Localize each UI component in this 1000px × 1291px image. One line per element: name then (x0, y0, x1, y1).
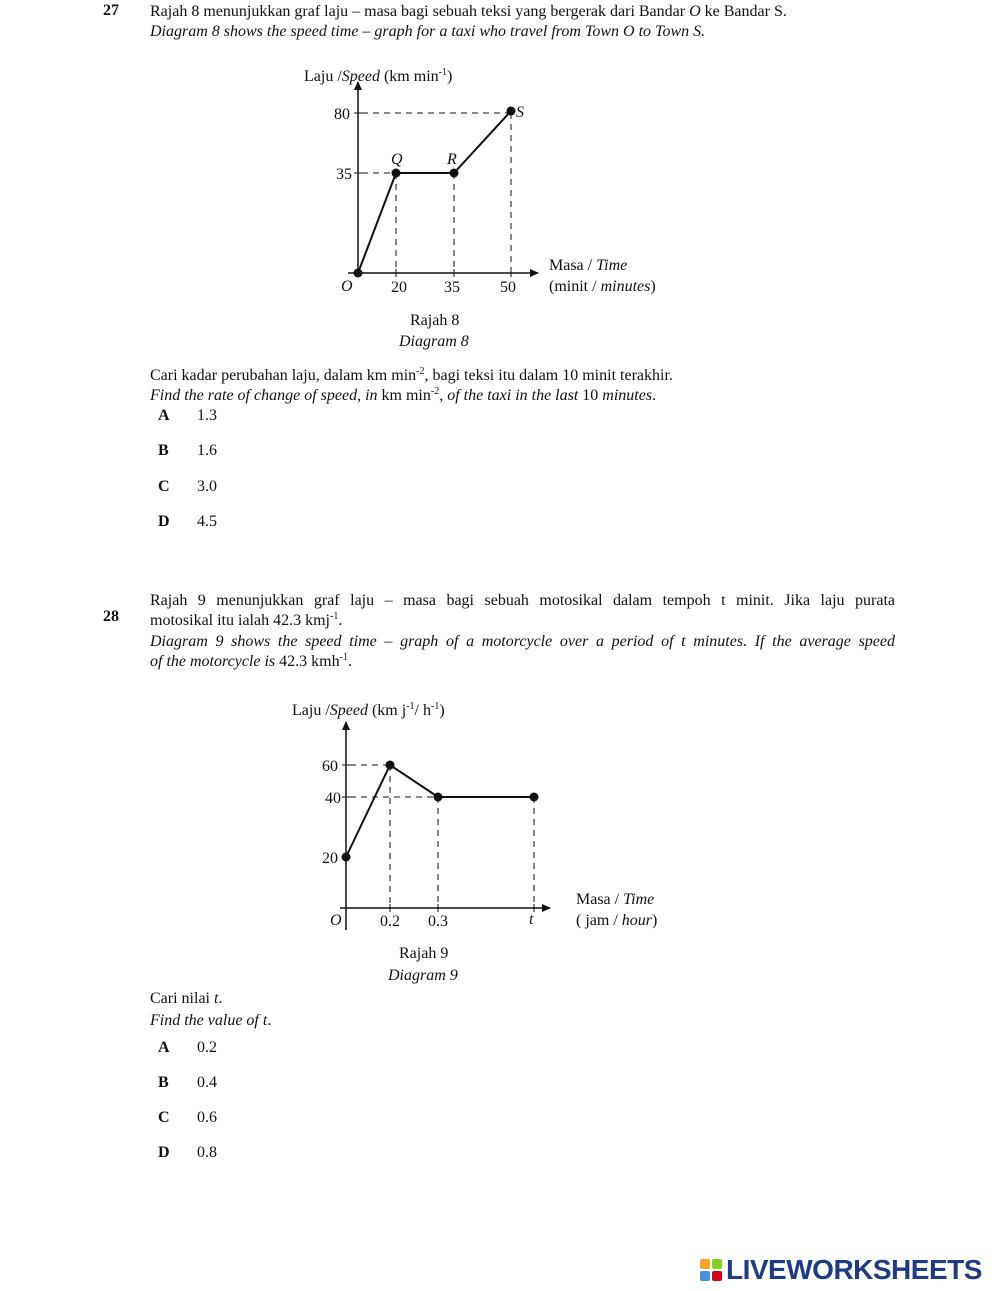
diagram-8-y-tick-80: 80 (334, 106, 350, 123)
diagram-8-caption-english: Diagram 8 (399, 333, 469, 350)
diagram-8-origin-label: O (341, 278, 353, 295)
diagram-9-x-tick-t: t (529, 911, 534, 928)
q28-option-d-value[interactable]: 0.8 (197, 1144, 217, 1161)
q27-option-a-value[interactable]: 1.3 (197, 407, 217, 424)
q28-option-b-value[interactable]: 0.4 (197, 1074, 217, 1091)
diagram-8-x-tick-50: 50 (500, 279, 516, 296)
question-27-english-text: Diagram 8 shows the speed time – graph for a taxi who travel from Town O to Town S. (150, 23, 706, 40)
diagram-9-caption-malay: Rajah 9 (399, 945, 449, 962)
q27-option-a-letter[interactable]: A (158, 407, 170, 424)
diagram-8-y-tick-35: 35 (336, 166, 352, 183)
q27-option-c-value[interactable]: 3.0 (197, 478, 217, 495)
diagram-8-x-tick-35: 35 (444, 279, 460, 296)
diagram-9-x-label-line2: ( jam / hour) (576, 912, 658, 929)
diagram-9-guide-lines (350, 765, 534, 904)
question-27-malay-text: Rajah 8 menunjukkan graf laju – masa bagi sebuah teksi yang bergerak dari Bandar O ke Bandar S. (150, 3, 787, 20)
question-28-english-line1: Diagram 9 shows the speed time – graph of a motorcycle over a period of t minutes. If the average speed (150, 633, 895, 650)
diagram-8-label-r: R (447, 151, 457, 168)
diagram-8-graph (290, 60, 690, 300)
q28-option-c-value[interactable]: 0.6 (197, 1109, 217, 1126)
q28-option-d-letter[interactable]: D (158, 1144, 170, 1161)
question-27-prompt-malay: Cari kadar perubahan laju, dalam km $\min^{-2}$, bagi teksi itu dalam 10 minit terakhir. (150, 366, 673, 384)
diagram-9-x-tick-0-3: 0.3 (428, 913, 448, 930)
diagram-9-y-tick-20: 20 (322, 850, 338, 867)
diagram-8-x-label-line2: (minit / minutes) (549, 278, 656, 295)
q27-option-d-letter[interactable]: D (158, 513, 170, 530)
q28-option-c-letter[interactable]: C (158, 1109, 170, 1126)
q28-option-a-value[interactable]: 0.2 (197, 1039, 217, 1056)
diagram-9-y-label: Laju /Speed (km $j^{-1}/$ $h^{-1}$) (292, 701, 445, 719)
q27-option-d-value[interactable]: 4.5 (197, 513, 217, 530)
diagram-9-graph (280, 692, 680, 937)
diagram-9-y-tick-60: 60 (322, 758, 338, 775)
diagram-9-point-plateau-start (434, 793, 443, 802)
question-27-number: 27 (103, 2, 119, 19)
question-28-malay-line2: motosikal itu ialah 42.3 kmj$^{-1}$. (150, 611, 343, 629)
diagram-8-y-label: Laju /Speed (km $\min^{-1}$) (304, 67, 453, 85)
liveworksheets-logo-icon (700, 1259, 722, 1281)
liveworksheets-logo-text: LIVEWORKSHEETS (726, 1254, 982, 1285)
liveworksheets-logo (700, 1256, 982, 1284)
question-28-number: 28 (103, 608, 119, 625)
diagram-8-point-r (450, 169, 459, 178)
diagram-8-label-s: S (516, 104, 524, 121)
diagram-9-point-peak (386, 761, 395, 770)
diagram-8-point-q (392, 169, 401, 178)
diagram-8-x-tick-20: 20 (391, 279, 407, 296)
q27-option-b-letter[interactable]: B (158, 442, 169, 459)
diagram-9-x-tick-0-2: 0.2 (380, 913, 400, 930)
question-27-prompt-english: Find the rate of change of speed, in km $\min^{-2}$, of the taxi in the last 10 minutes. (150, 386, 657, 404)
diagram-8-point-o (354, 269, 363, 278)
diagram-8-point-s (507, 107, 516, 116)
diagram-8-caption-malay: Rajah 8 (410, 312, 460, 329)
diagram-9-speed-line (346, 765, 534, 857)
q27-option-c-letter[interactable]: C (158, 478, 170, 495)
question-28-english-line2: of the motorcycle is 42.3 kmh$^{-1}$. (150, 652, 352, 670)
q28-option-b-letter[interactable]: B (158, 1074, 169, 1091)
diagram-9-y-tick-40: 40 (325, 790, 341, 807)
q27-option-b-value[interactable]: 1.6 (197, 442, 217, 459)
diagram-8-speed-line (358, 111, 511, 273)
diagram-9-point-end (530, 793, 539, 802)
diagram-9-origin-label: O (330, 912, 342, 929)
diagram-9-point-start (342, 853, 351, 862)
diagram-9-caption-english: Diagram 9 (388, 967, 458, 984)
diagram-8-label-q: Q (391, 151, 403, 168)
question-28-prompt-english: Find the value of t. (150, 1012, 272, 1029)
question-28-prompt-malay: Cari nilai t. (150, 990, 223, 1007)
q28-option-a-letter[interactable]: A (158, 1039, 170, 1056)
diagram-9-x-label-line1: Masa / Time (576, 891, 655, 908)
diagram-8-x-label-line1: Masa / Time (549, 257, 628, 274)
question-28-malay-line1: Rajah 9 menunjukkan graf laju – masa bagi sebuah motosikal dalam tempoh t minit. Jika laju purata (150, 592, 895, 609)
